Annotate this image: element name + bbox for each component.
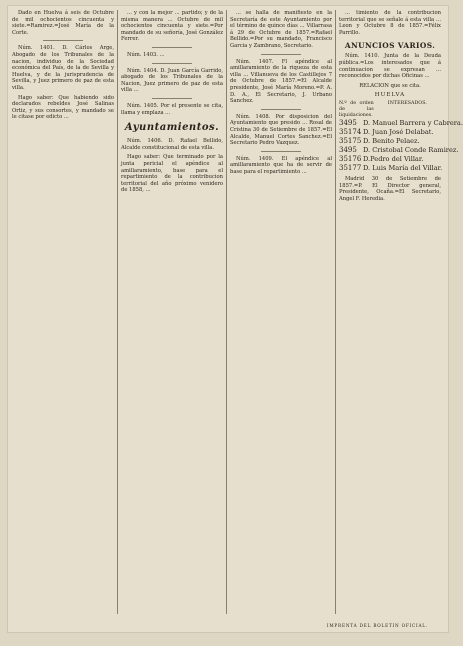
column-2 [121,10,223,614]
separator-rule [261,54,301,55]
article-paragraph: ... se halla de manifiesto en la Secretaría de este Ayuntamiento por el término de quince días ... Villarrasa á 29 de Octubre de 1857.=Rafael Bellido.=Por su mandado, Francisco Garcia y Zambrano, Secretario. [230,10,332,49]
article-paragraph: Núm. 1403. ... [127,51,165,58]
order-number-heading: N.º de orden de las liquidaciones. [339,100,374,118]
printer-footer: IMPRENTA DEL BOLETIN OFICIAL. [326,623,428,628]
entry-number: 35176 [339,154,362,163]
article-paragraph: Núm. 1409. El apéndice al amillaramiento que ha de servir de base para el repartimiento ... [230,155,332,175]
column-3 [230,10,332,614]
closing-signature: Madrid 30 de Setiembre de 1857.=P. El Director general, Presidente, Ocaña.=El Secretario, Angel F. Heredia. [339,175,441,202]
section-heading: Ayuntamientos. [124,122,220,134]
article-paragraph: Hago saber: Que terminado por la junta pericial el apéndice al amillaramiento, base para el repartimiento de la contribucion territorial del año próximo venidero de 1858, ... [121,154,223,194]
entry-number: 35175 [339,136,362,145]
article-paragraph: Dado en Huelva á seis de Octubre de mil ochocientos cincuenta y siete.=Ramirez.=José María de la Corte. [12,10,114,36]
article-paragraph: Núm. 1401. D. Cárlos Arge, Abogado de los Tribunales de la nacion, individuo de la Sociedad económica del País, de la de Sevilla y Huelva, y de la jurisprudencia de Sevilla, y Juez primero de paz de esta villa. [12,45,114,91]
entry-name: D. Cristobal Conde Ramirez. [363,145,459,154]
article-paragraph: Núm. 1407. Fl apéndice al amillaramiento de la riqueza de esta villa ... Villanueva de los Castillejos 7 de Octubre de 1857.=El Alcalde presidente, José María Moreno.=P. A. D. A., El Secretario, J. Urbano Sanchez. [230,58,332,105]
separator-rule [152,63,192,64]
separator-rule [152,98,192,99]
separator-rule [152,47,192,48]
relation-entry [339,128,441,137]
article-paragraph: Núm. 1408. Por disposicion del Ayuntamiento que presido ... Rosal de Cristina 30 de Setiembre de 1857.=El Alcalde, Manuel Cortes Sanchez.=El Secretario Pedro Vazquez. [230,113,332,147]
entry-number: 3495 [339,118,357,127]
entry-number: 35177 [339,163,362,172]
column-rule [117,10,118,614]
relation-entry [339,145,459,155]
relation-entry [339,118,463,128]
article-paragraph: Núm. 1410. Junta de la Deuda pública.=Los interesados que á continuacion se expresan ... reconocidos por dichas Oficinas ... [339,53,441,80]
interested-heading: INTERESADOS. [387,100,427,106]
entry-name: D. Luis María del Villar. [363,163,443,172]
article-paragraph: ... y con la mejor ... partido; y de la misma manera ... Octubre de mil ochocientos cincuenta y siete.=Por mandado de su señoría, José González Ferrer. [121,10,223,43]
newspaper-page [8,6,463,632]
column-rule [226,10,227,614]
article-paragraph: Núm. 1405. Por el presente se cita, llama y emplaza ... [121,102,223,116]
entry-name: D. Manuel Barrera y Cabrera. [363,118,463,127]
entry-number: 3495 [339,145,357,154]
relation-table-header [339,101,441,119]
entry-name: D. Juan José Delabat. [363,127,434,136]
article-paragraph: ... timiento de la contribucion territorial que se señale á esta villa ... Leon y Octubre 8 de 1857.=Félix Parrillo. [339,10,441,36]
relation-entry [339,164,441,173]
separator-rule [261,151,301,152]
province-heading: HUELVA [374,92,406,99]
entry-name: D.Pedro del Villar. [363,154,424,163]
relation-entry [339,137,441,146]
relation-caption: RELACION que se cita. [359,82,421,89]
column-4 [339,10,463,614]
section-heading: ANUNCIOS VARIOS. [344,41,436,51]
entry-name: D. Benito Pelaez. [363,136,420,145]
separator-rule [43,40,83,41]
relation-entry [339,155,441,164]
entry-number: 35174 [339,127,362,136]
column-1 [12,10,114,614]
article-paragraph: Hago saber: Que habiendo sido declarados rebeldes José Salinas Ortiz, y sus consortes, y mandado se le citase por edicto ... [12,94,114,121]
article-paragraph: Núm. 1404. D. Juan García Garrido, abogado de los Tribunales de la Nacion, Juez primero de paz de esta villa ... [121,67,223,94]
article-paragraph: Núm. 1406. D. Rafael Bellido, Alcalde constitucional de esta villa. [121,138,223,151]
column-rule [335,10,336,614]
separator-rule [261,109,301,110]
